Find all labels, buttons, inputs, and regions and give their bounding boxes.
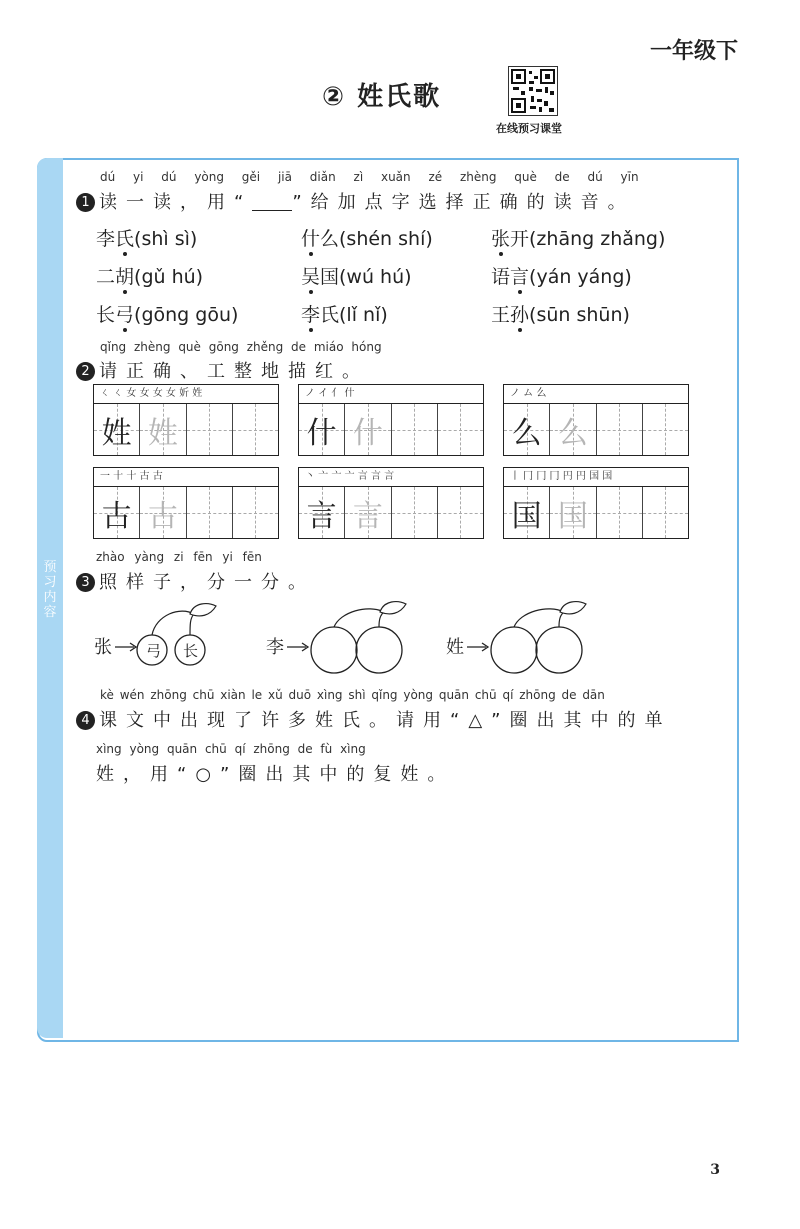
page-number: 3 [710, 1162, 720, 1178]
tracing-grid [503, 467, 689, 539]
tracing-grid [298, 384, 484, 456]
option-text: 开(zhāng zhǎng) [510, 228, 666, 250]
model-character-cell [94, 487, 140, 538]
stroke-order: ノ イ 亻 什 [299, 385, 483, 404]
stroke-order: 一 十 十 古 古 [94, 468, 278, 487]
grid-character: 姓 [101, 415, 132, 451]
writing-cell[interactable] [187, 487, 233, 538]
option-text: (gōng gōu) [134, 304, 239, 326]
trace-character-cell[interactable] [345, 404, 391, 455]
option-text: 长 [96, 304, 116, 326]
option-text: 氏(lǐ nǐ) [320, 304, 388, 326]
q2-pinyin: qǐng zhèng què gōng zhěng de miáo hóng [100, 340, 382, 354]
q4-line-2: 姓，用“○”圈出其中的复姓。 [96, 764, 455, 785]
q4-line-1 [76, 706, 672, 732]
option-text: 二 [96, 266, 116, 288]
writing-cell[interactable] [392, 404, 438, 455]
model-character-cell [299, 487, 345, 538]
writing-cell[interactable] [233, 487, 278, 538]
model-character-cell [504, 487, 550, 538]
writing-cell[interactable] [597, 487, 643, 538]
grid-character: 言 [352, 498, 383, 534]
grade-label: 一年级下 [649, 39, 738, 64]
leaf-icon [190, 604, 216, 616]
trace-character-cell[interactable] [550, 487, 596, 538]
trace-character-cell[interactable] [140, 404, 186, 455]
option-text: 李 [96, 228, 116, 250]
writing-cell[interactable] [187, 404, 233, 455]
dotted-character: 什 [301, 228, 321, 250]
q4-pinyin-1: kè wén zhōng chū xiàn le xǔ duō xìng shì qǐng yòng quān chū qí zhōng de dān [100, 688, 605, 702]
tracing-grid [93, 467, 279, 539]
item-char-1: 李 [266, 637, 284, 658]
pronunciation-option[interactable] [301, 224, 433, 251]
stroke-order: 丶 亠 亠 亠 言 言 言 [299, 468, 483, 487]
pronunciation-option[interactable] [491, 262, 632, 289]
answer-circle [356, 627, 402, 673]
q3-text: 照样子，分一分。 [99, 572, 315, 593]
writing-cell[interactable] [597, 404, 643, 455]
dotted-character: 李 [301, 304, 321, 326]
q2-text: 请正确、工整地描红。 [99, 361, 369, 382]
writing-cell[interactable] [643, 404, 688, 455]
writing-cell[interactable] [438, 404, 483, 455]
model-character-cell [299, 404, 345, 455]
q4-number: 4 [76, 711, 95, 730]
answer-circle [311, 627, 357, 673]
grid-character: 什 [352, 415, 383, 451]
answer-circle [491, 627, 537, 673]
trace-character-cell[interactable] [345, 487, 391, 538]
pronunciation-option[interactable] [301, 300, 388, 327]
cherry-diagrams [90, 600, 610, 680]
model-character-cell [94, 404, 140, 455]
answer-circle [536, 627, 582, 673]
q1-text-a: 读一读，用“ [99, 192, 253, 213]
q4-text-1: 课文中出现了许多姓氏。请用“△”圈出其中的单 [99, 710, 672, 731]
writing-cell[interactable] [438, 487, 483, 538]
pronunciation-option[interactable] [491, 224, 665, 251]
dotted-character: 言 [510, 266, 530, 288]
option-text: (sūn shūn) [529, 304, 630, 326]
q3-number: 3 [76, 573, 95, 592]
grid-character: 古 [101, 498, 132, 534]
stroke-order: ㄑ ㄑ 女 女 女 女 妡 姓 [94, 385, 278, 404]
q4-pinyin-2: xìng yòng quān chū qí zhōng de fù xìng [96, 742, 366, 756]
pronunciation-option[interactable] [301, 262, 412, 289]
writing-cell[interactable] [643, 487, 688, 538]
grid-character: 什 [306, 415, 337, 451]
pronunciation-option[interactable] [491, 300, 630, 327]
q2-line [76, 357, 369, 383]
dotted-character: 吴 [301, 266, 321, 288]
answer-blank [252, 194, 292, 211]
qr-caption: 在线预习课堂 [496, 122, 562, 135]
tracing-grid [298, 467, 484, 539]
grid-character: 国 [511, 498, 542, 534]
dotted-character: 张 [491, 228, 511, 250]
sidebar-label: 预习内容 [43, 560, 57, 620]
q2-number: 2 [76, 362, 95, 381]
pronunciation-option[interactable] [96, 262, 203, 289]
lesson-title: ② 姓氏歌 [322, 82, 442, 112]
option-text: 国(wú hú) [320, 266, 412, 288]
writing-cell[interactable] [392, 487, 438, 538]
dotted-character: 胡 [115, 266, 135, 288]
grid-character: 言 [306, 498, 337, 534]
model-character-cell [504, 404, 550, 455]
q1-text-b: ”给加点字选择正确的读音。 [292, 192, 635, 213]
example-part-1: 弓 [146, 642, 162, 660]
q1-line [76, 188, 635, 214]
stroke-order: 丨 冂 冂 冂 円 円 国 国 [504, 468, 688, 487]
grid-character: 么 [511, 415, 542, 451]
q1-number: 1 [76, 193, 95, 212]
dotted-character: 弓 [115, 304, 135, 326]
item-char-2: 姓 [446, 637, 464, 658]
writing-cell[interactable] [233, 404, 278, 455]
q1-pinyin: dú yi dú yòng gěi jiā diǎn zì xuǎn zé zhèng què de dú yīn [100, 170, 639, 184]
qr-code-icon[interactable] [508, 66, 558, 116]
option-text: 王 [491, 304, 511, 326]
pronunciation-option[interactable] [96, 224, 197, 251]
dotted-character: 氏 [115, 228, 135, 250]
grid-character: 么 [557, 415, 588, 451]
q3-pinyin: zhào yàng zi fēn yi fēn [96, 550, 262, 564]
pronunciation-option[interactable] [96, 300, 238, 327]
option-text: 语 [491, 266, 511, 288]
trace-character-cell[interactable] [550, 404, 596, 455]
trace-character-cell[interactable] [140, 487, 186, 538]
option-text: 么(shén shí) [320, 228, 433, 250]
q3-line [76, 568, 315, 594]
grid-character: 古 [147, 498, 178, 534]
tracing-grid [93, 384, 279, 456]
stroke-order: ノ ム 么 [504, 385, 688, 404]
option-text: (gǔ hú) [134, 266, 204, 288]
example-part-2: 长 [183, 642, 199, 660]
example-char: 张 [94, 637, 112, 658]
option-text: (shì sì) [134, 228, 198, 250]
dotted-character: 孙 [510, 304, 530, 326]
leaf-icon [380, 602, 406, 614]
grid-character: 国 [557, 498, 588, 534]
grid-character: 姓 [147, 415, 178, 451]
tracing-grid [503, 384, 689, 456]
leaf-icon [560, 602, 586, 614]
option-text: (yán yáng) [529, 266, 632, 288]
